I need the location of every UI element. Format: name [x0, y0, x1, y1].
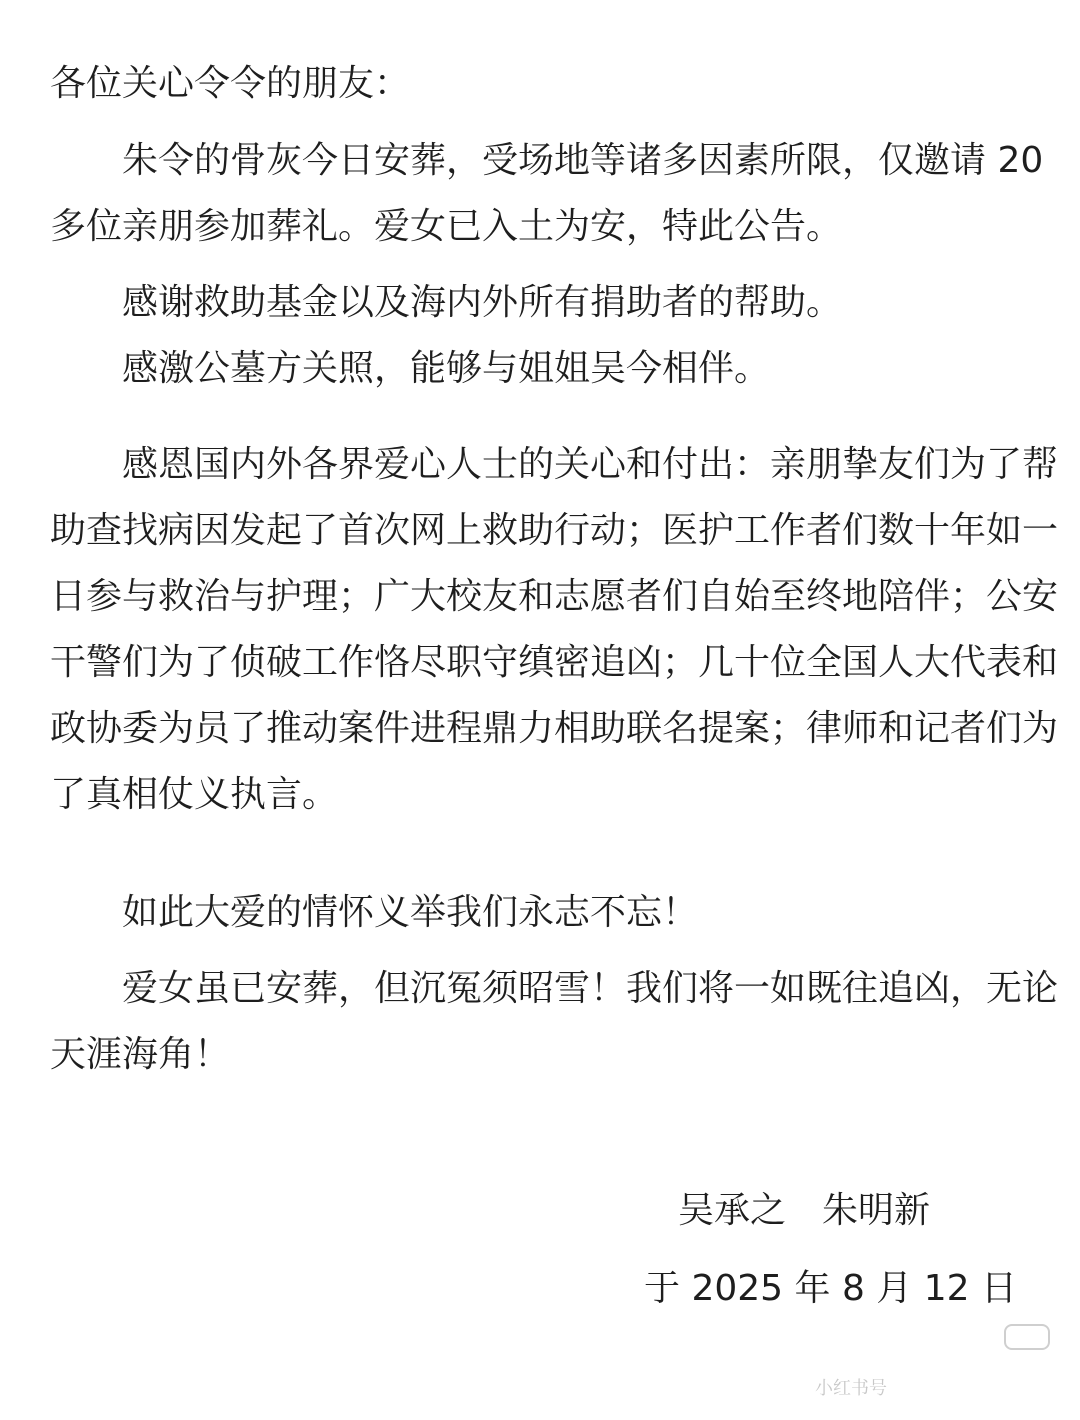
- paragraph-5-line-1: 如此大爱的情怀义举我们永志不忘！: [122, 892, 699, 933]
- paragraph-1-line-1: 朱令的骨灰今日安葬，受场地等诸多因素所限，仅邀请 20: [122, 140, 1044, 181]
- paragraph-1-line-2: 多位亲朋参加葬礼。爱女已入土为安，特此公告。: [50, 206, 843, 247]
- paragraph-4-line-6: 了真相仗义执言。: [50, 774, 339, 815]
- paragraph-6-line-2: 天涯海角！: [50, 1034, 231, 1075]
- paragraph-4-line-1: 感恩国内外各界爱心人士的关心和付出：亲朋挚友们为了帮: [122, 444, 1059, 485]
- paragraph-6-line-1: 爱女虽已安葬，但沉冤须昭雪！我们将一如既往追凶，无论: [122, 968, 1059, 1009]
- paragraph-6: [50, 956, 1059, 1088]
- paragraph-4-line-2: 助查找病因发起了首次网上救助行动；医护工作者们数十年如一: [50, 510, 1059, 551]
- paragraph-3-line-1: 感激公墓方关照，能够与姐姐吴今相伴。: [122, 348, 771, 389]
- paragraph-4-line-4: 干警们为了侦破工作恪尽职守缜密追凶；几十位全国人大代表和: [50, 642, 1059, 683]
- watermark-account-text: 小红书号: [815, 1378, 887, 1399]
- paragraph-1: [50, 128, 1050, 260]
- xiaohongshu-logo-icon: [1004, 1324, 1050, 1350]
- paragraph-2-line-1: 感谢救助基金以及海内外所有捐助者的帮助。: [122, 282, 843, 323]
- letter-salutation: 各位关心令令的朋友：: [50, 63, 411, 104]
- paragraph-5: [50, 880, 1050, 946]
- paragraph-3: [50, 336, 1050, 402]
- paragraph-4-line-5: 政协委为员了推动案件进程鼎力相助联名提案；律师和记者们为: [50, 708, 1059, 749]
- paragraph-4-line-3: 日参与救治与护理；广大校友和志愿者们自始至终地陪伴；公安: [50, 576, 1059, 617]
- signature-names: 吴承之 朱明新: [678, 1190, 931, 1231]
- paragraph-4: [50, 432, 1059, 828]
- signature-date: 于 2025 年 8 月 12 日: [644, 1268, 1017, 1309]
- paragraph-2: [50, 270, 1050, 336]
